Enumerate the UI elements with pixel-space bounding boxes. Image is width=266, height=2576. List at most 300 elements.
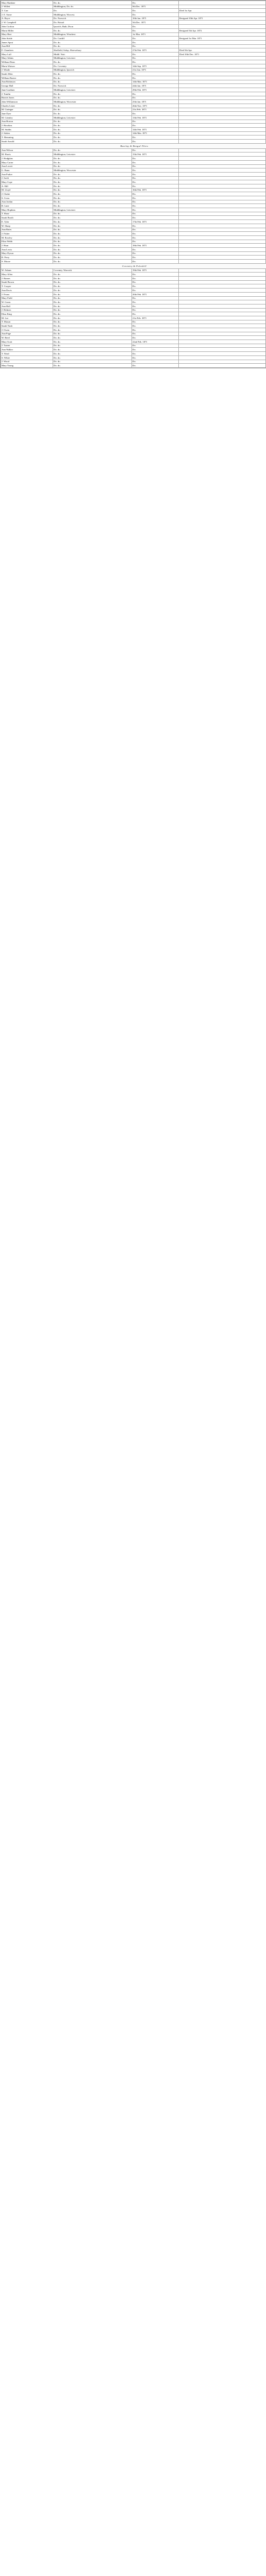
residence-cell: Middlington, Leicester xyxy=(53,152,132,157)
table-row xyxy=(1,1,266,5)
residence-cell: Do. do. xyxy=(53,224,132,228)
name-cell: J. Fisher xyxy=(1,232,53,236)
name-cell: J. Stokes xyxy=(1,131,53,135)
date-cell: Do. xyxy=(132,200,179,204)
name-cell: S. Moore xyxy=(1,260,53,264)
table-row xyxy=(1,16,266,21)
name-cell: Harriet Jones xyxy=(1,96,53,100)
residence-cell: Do. do. xyxy=(53,280,132,284)
name-cell: Mary Allen xyxy=(1,273,53,277)
name-cell: Ann Walker xyxy=(1,348,53,352)
name-cell: M. Lee xyxy=(1,316,53,320)
remarks-cell xyxy=(179,157,266,161)
remarks-cell xyxy=(179,92,266,96)
remarks-cell xyxy=(179,184,266,188)
name-cell: M. Rowley xyxy=(1,235,53,240)
date-cell: Do. xyxy=(132,160,179,164)
remarks-cell xyxy=(179,332,266,336)
remarks-cell xyxy=(179,44,266,48)
date-cell: 26th Nov. 1871 xyxy=(132,104,179,108)
name-cell: Ann Lovett xyxy=(1,164,53,168)
remarks-cell xyxy=(179,296,266,300)
date-cell: Do. xyxy=(132,44,179,48)
name-cell: Ann Parker xyxy=(1,172,53,176)
date-cell: 14th Mar. 1871 xyxy=(132,80,179,84)
date-cell: Do. xyxy=(132,28,179,32)
date-cell: Do. xyxy=(132,9,179,13)
remarks-cell xyxy=(179,128,266,132)
residence-cell: Do. do. xyxy=(53,188,132,192)
table-row xyxy=(1,80,266,84)
residence-cell: Do. do. xyxy=(53,180,132,184)
table-row xyxy=(1,280,266,284)
date-cell: Do. xyxy=(132,344,179,348)
table-row xyxy=(1,216,266,220)
table-row xyxy=(1,120,266,124)
residence-cell: Do. do. xyxy=(53,235,132,240)
table-row xyxy=(1,284,266,289)
table-row xyxy=(1,172,266,176)
remarks-cell xyxy=(179,312,266,316)
date-cell: Do. xyxy=(132,172,179,176)
residence-cell: Sheffield, Salop, Shrewsbury xyxy=(53,48,132,53)
table-row xyxy=(1,157,266,161)
date-cell: Do. xyxy=(132,60,179,64)
date-cell: Do. xyxy=(132,25,179,29)
table-row xyxy=(1,84,266,88)
table-row xyxy=(1,128,266,132)
table-row xyxy=(1,152,266,157)
name-cell: G. Bunn xyxy=(1,168,53,173)
remarks-cell xyxy=(179,168,266,173)
table-row xyxy=(1,92,266,96)
residence-cell: Do. do. xyxy=(53,304,132,308)
remarks-cell xyxy=(179,80,266,84)
date-cell: Do. xyxy=(132,247,179,251)
table-row xyxy=(1,240,266,244)
remarks-cell xyxy=(179,140,266,144)
date-cell: Do. xyxy=(132,332,179,336)
name-cell: J. Holmes xyxy=(1,308,53,312)
table-row xyxy=(1,131,266,135)
date-cell: Do. xyxy=(132,124,179,128)
table-row xyxy=(1,289,266,293)
remarks-cell: Died 1st Apr. xyxy=(179,9,266,13)
name-cell: M. Grainger xyxy=(1,108,53,112)
date-cell: Do. xyxy=(132,224,179,228)
residence-cell: Do. do. xyxy=(53,296,132,300)
date-cell: Do. xyxy=(132,296,179,300)
date-cell: Do. xyxy=(132,72,179,76)
remarks-cell xyxy=(179,60,266,64)
table-row xyxy=(1,296,266,300)
table-row xyxy=(1,300,266,304)
table-row xyxy=(1,168,266,173)
name-cell: Eliza King xyxy=(1,312,53,316)
name-cell: Sarah Arnold xyxy=(1,140,53,144)
date-cell: Do. xyxy=(132,240,179,244)
table-row xyxy=(1,308,266,312)
remarks-cell xyxy=(179,172,266,176)
date-cell: Do. xyxy=(132,235,179,240)
name-cell: J. Hunt xyxy=(1,244,53,248)
table-row xyxy=(1,68,266,72)
table-row xyxy=(1,256,266,260)
name-cell: T. Cooper xyxy=(1,284,53,289)
date-cell: Do. xyxy=(132,312,179,316)
date-cell: Do. xyxy=(132,355,179,360)
name-cell: Mary Field xyxy=(1,296,53,300)
section-title: Barclay & Bengal Tilers xyxy=(1,143,266,148)
residence-cell: Middlington, Winchest. xyxy=(53,32,132,37)
name-cell: E. Tyler xyxy=(1,220,53,224)
table-row xyxy=(1,124,266,128)
table-row xyxy=(1,200,266,204)
residence-cell: Do. do. xyxy=(53,192,132,196)
residence-cell: Do. do. xyxy=(53,92,132,96)
name-cell: W. Adams xyxy=(1,268,53,273)
residence-cell: Do. do. xyxy=(53,300,132,304)
residence-cell: Do. do. xyxy=(53,251,132,256)
table-row xyxy=(1,13,266,17)
date-cell: Do. xyxy=(132,284,179,289)
date-cell: Do. xyxy=(132,251,179,256)
residence-cell: Do. do. xyxy=(53,336,132,340)
date-cell: 22nd Feb. 1871 xyxy=(132,340,179,344)
remarks-cell xyxy=(179,196,266,200)
residence-cell: Do. do. xyxy=(53,220,132,224)
remarks-cell xyxy=(179,135,266,140)
remarks-cell xyxy=(179,273,266,277)
name-cell: Ann Wilson xyxy=(1,148,53,152)
remarks-cell xyxy=(179,240,266,244)
remarks-cell xyxy=(179,148,266,152)
residence-cell: Do. Coventry xyxy=(53,64,132,69)
name-cell: Ann Hall xyxy=(1,304,53,308)
section-title: Coventry & Foleshill xyxy=(1,263,266,268)
remarks-cell xyxy=(179,164,266,168)
residence-cell: Do. do. xyxy=(53,277,132,281)
residence-cell: Do. do. xyxy=(53,124,132,128)
date-cell: Do. xyxy=(132,232,179,236)
date-cell: 25th Jan. 1871 xyxy=(132,100,179,104)
residence-cell: Do. do. xyxy=(53,76,132,80)
name-cell: Ann Bates xyxy=(1,228,53,232)
remarks-cell xyxy=(179,88,266,92)
residence-cell: Middlington, Worcester xyxy=(53,100,132,104)
date-cell: Do. xyxy=(132,360,179,364)
date-cell: Do. xyxy=(132,140,179,144)
residence-cell: Do. xyxy=(53,9,132,13)
name-cell: J. Turner xyxy=(1,344,53,348)
residence-cell: Do. do. xyxy=(53,247,132,251)
name-cell: Mary Rankine xyxy=(1,1,53,5)
residence-cell: Middlington, Worcester xyxy=(53,168,132,173)
name-cell: Mary Scott xyxy=(1,340,53,344)
table-row xyxy=(1,273,266,277)
table-row xyxy=(1,40,266,44)
table-row xyxy=(1,336,266,340)
residence-cell: Middlington, Worcest. xyxy=(53,13,132,17)
date-cell: Do. xyxy=(132,328,179,332)
register-body xyxy=(1,1,266,368)
residence-cell: Do. do. xyxy=(53,228,132,232)
residence-cell: Do. do. xyxy=(53,157,132,161)
table-row xyxy=(1,25,266,29)
name-cell: J. Hawkins xyxy=(1,124,53,128)
remarks-cell xyxy=(179,152,266,157)
residence-cell: Do. do. xyxy=(53,120,132,124)
residence-cell: Do. do. xyxy=(53,164,132,168)
remarks-cell xyxy=(179,76,266,80)
remarks-cell xyxy=(179,100,266,104)
name-cell: Mary Lull xyxy=(1,52,53,56)
remarks-cell: Resigned 1st Mar. 1871 xyxy=(179,37,266,41)
remarks-cell xyxy=(179,304,266,308)
date-cell: Do. xyxy=(132,40,179,44)
remarks-cell xyxy=(179,56,266,60)
date-cell: 14th Sep. 1871 xyxy=(132,64,179,69)
date-cell: Do. xyxy=(132,256,179,260)
table-row xyxy=(1,260,266,264)
name-cell: M. Lloyd xyxy=(1,188,53,192)
name-cell: Ann Horton xyxy=(1,120,53,124)
table-row xyxy=(1,352,266,356)
remarks-cell xyxy=(179,355,266,360)
residence-cell: Do. do. xyxy=(53,196,132,200)
name-cell: George Hall xyxy=(1,84,53,88)
remarks-cell xyxy=(179,284,266,289)
register-table xyxy=(1,1,266,368)
date-cell: 17th Feb. 1871 xyxy=(132,220,179,224)
table-row xyxy=(1,228,266,232)
residence-cell: Do. do. xyxy=(53,360,132,364)
name-cell: Maria Miller xyxy=(1,28,53,32)
table-row xyxy=(1,235,266,240)
name-cell: W. Reed xyxy=(1,336,53,340)
name-cell: T. Carr xyxy=(1,9,53,13)
remarks-cell xyxy=(179,68,266,72)
date-cell: 1st Mar. 1871 xyxy=(132,32,179,37)
date-cell: Do. xyxy=(132,308,179,312)
residence-cell: Do. Norwich xyxy=(53,84,132,88)
remarks-cell xyxy=(179,21,266,25)
residence-cell: Do. do. xyxy=(53,1,132,5)
table-row xyxy=(1,48,266,53)
name-cell: Sarah Allen xyxy=(1,72,53,76)
table-row xyxy=(1,204,266,208)
table-row xyxy=(1,268,266,273)
table-row xyxy=(1,188,266,192)
date-cell: Do. xyxy=(132,112,179,116)
name-cell: Ann Lewis xyxy=(1,247,53,251)
table-row xyxy=(1,232,266,236)
name-cell: A. Hill xyxy=(1,184,53,188)
table-row xyxy=(1,355,266,360)
table-row xyxy=(1,56,266,60)
date-cell: 19th Feb. 1871 xyxy=(132,268,179,273)
remarks-cell xyxy=(179,244,266,248)
residence-cell: Do. do. xyxy=(53,344,132,348)
name-cell: Ann Jordan xyxy=(1,200,53,204)
remarks-cell: Died 5th Apr. xyxy=(179,48,266,53)
remarks-cell xyxy=(179,224,266,228)
remarks-cell xyxy=(179,216,266,220)
remarks-cell xyxy=(179,268,266,273)
name-cell: M. Stubbs xyxy=(1,128,53,132)
residence-cell: Do. do. xyxy=(53,204,132,208)
table-row xyxy=(1,104,266,108)
name-cell: J. Wood xyxy=(1,360,53,364)
residence-cell: Do. Bristol xyxy=(53,21,132,25)
date-cell: Do. xyxy=(132,208,179,212)
name-cell: James Sprat xyxy=(1,40,53,44)
table-row xyxy=(1,176,266,180)
date-cell: 9th Dec. 1871 xyxy=(132,5,179,9)
table-row xyxy=(1,320,266,324)
table-row xyxy=(1,220,266,224)
table-row xyxy=(1,316,266,320)
table-row xyxy=(1,88,266,92)
name-cell: Mary Hart xyxy=(1,32,53,37)
name-cell: J. E. Stone xyxy=(1,13,53,17)
table-row xyxy=(1,72,266,76)
residence-cell: Middlington, Ipswich xyxy=(53,68,132,72)
residence-cell: Ipswich, Bath, Dvon xyxy=(53,25,132,29)
date-cell: Do. xyxy=(132,324,179,328)
residence-cell: Do. do. xyxy=(53,60,132,64)
table-row xyxy=(1,164,266,168)
remarks-cell xyxy=(179,32,266,37)
date-cell: Do. xyxy=(132,96,179,100)
table-row xyxy=(1,44,266,48)
remarks-cell xyxy=(179,212,266,216)
remarks-cell xyxy=(179,200,266,204)
remarks-cell xyxy=(179,208,266,212)
date-cell: Do. xyxy=(132,56,179,60)
residence-cell: Do. do. xyxy=(53,308,132,312)
remarks-cell xyxy=(179,40,266,44)
remarks-cell xyxy=(179,13,266,17)
table-row xyxy=(1,37,266,41)
name-cell: Mary Cope xyxy=(1,180,53,184)
residence-cell: Do. do. xyxy=(53,131,132,135)
remarks-cell xyxy=(179,256,266,260)
residence-cell: Do. do. xyxy=(53,44,132,48)
name-cell: T. Ward xyxy=(1,352,53,356)
date-cell: Do. xyxy=(132,273,179,277)
remarks-cell xyxy=(179,364,266,368)
residence-cell: Do. do. xyxy=(53,216,132,220)
name-cell: J. Tomlin xyxy=(1,92,53,96)
residence-cell: Do. do. xyxy=(53,28,132,32)
date-cell: Do. xyxy=(132,348,179,352)
table-row xyxy=(1,244,266,248)
register-sheet xyxy=(0,0,266,368)
name-cell: J. Barnes xyxy=(1,277,53,281)
table-row xyxy=(1,184,266,188)
residence-cell: Do. Cardiff xyxy=(53,37,132,41)
date-cell: 29th Feb. 1871 xyxy=(132,88,179,92)
residence-cell: Do. do. xyxy=(53,328,132,332)
residence-cell: Do. do. xyxy=(53,176,132,180)
remarks-cell xyxy=(179,308,266,312)
remarks-cell: Died 10th Dec. 1871 xyxy=(179,52,266,56)
table-row xyxy=(1,312,266,316)
residence-cell: Do. do. xyxy=(53,324,132,328)
name-cell: F. Chambers xyxy=(1,48,53,53)
date-cell: Do. xyxy=(132,260,179,264)
table-row xyxy=(1,160,266,164)
table-row xyxy=(1,135,266,140)
residence-cell: Middl. Nott. xyxy=(53,52,132,56)
residence-cell: Do. do. xyxy=(53,96,132,100)
residence-cell: Do. do. xyxy=(53,232,132,236)
remarks-cell xyxy=(179,348,266,352)
table-row xyxy=(1,340,266,344)
remarks-cell xyxy=(179,84,266,88)
remarks-cell xyxy=(179,247,266,251)
date-cell: Do. xyxy=(132,180,179,184)
table-row xyxy=(1,328,266,332)
section-heading xyxy=(1,263,266,268)
table-row xyxy=(1,212,266,216)
remarks-cell xyxy=(179,188,266,192)
name-cell: M. Harris xyxy=(1,152,53,157)
remarks-cell xyxy=(179,340,266,344)
remarks-cell xyxy=(179,235,266,240)
residence-cell: Do. do. xyxy=(53,108,132,112)
table-row xyxy=(1,192,266,196)
remarks-cell xyxy=(179,64,266,69)
date-cell: Do. xyxy=(132,320,179,324)
remarks-cell xyxy=(179,25,266,29)
remarks-cell xyxy=(179,115,266,120)
name-cell: J. W. Campbell xyxy=(1,21,53,25)
table-row xyxy=(1,64,266,69)
remarks-cell xyxy=(179,104,266,108)
date-cell: Do. xyxy=(132,300,179,304)
date-cell: Do. xyxy=(132,304,179,308)
date-cell: Do. xyxy=(132,289,179,293)
remarks-cell xyxy=(179,176,266,180)
date-cell: Do. xyxy=(132,228,179,232)
table-row xyxy=(1,344,266,348)
residence-cell: Do. do. xyxy=(53,340,132,344)
table-row xyxy=(1,112,266,116)
date-cell: 21st Jan. 1871 xyxy=(132,68,179,72)
remarks-cell xyxy=(179,260,266,264)
date-cell: Do. xyxy=(132,76,179,80)
name-cell: Maria Watson xyxy=(1,64,53,69)
table-row xyxy=(1,115,266,120)
name-cell: Jane Gardiner xyxy=(1,88,53,92)
residence-cell: Do. do. xyxy=(53,112,132,116)
name-cell: John Crofton xyxy=(1,25,53,29)
name-cell: Jane Dyer xyxy=(1,112,53,116)
residence-cell: Do. do. xyxy=(53,80,132,84)
remarks-cell xyxy=(179,72,266,76)
name-cell: Mary Carter xyxy=(1,160,53,164)
residence-cell: Do. do. xyxy=(53,128,132,132)
remarks-cell xyxy=(179,124,266,128)
table-row xyxy=(1,332,266,336)
table-row xyxy=(1,180,266,184)
remarks-cell xyxy=(179,108,266,112)
remarks-cell xyxy=(179,220,266,224)
table-row xyxy=(1,304,266,308)
residence-cell: Do. do. xyxy=(53,273,132,277)
